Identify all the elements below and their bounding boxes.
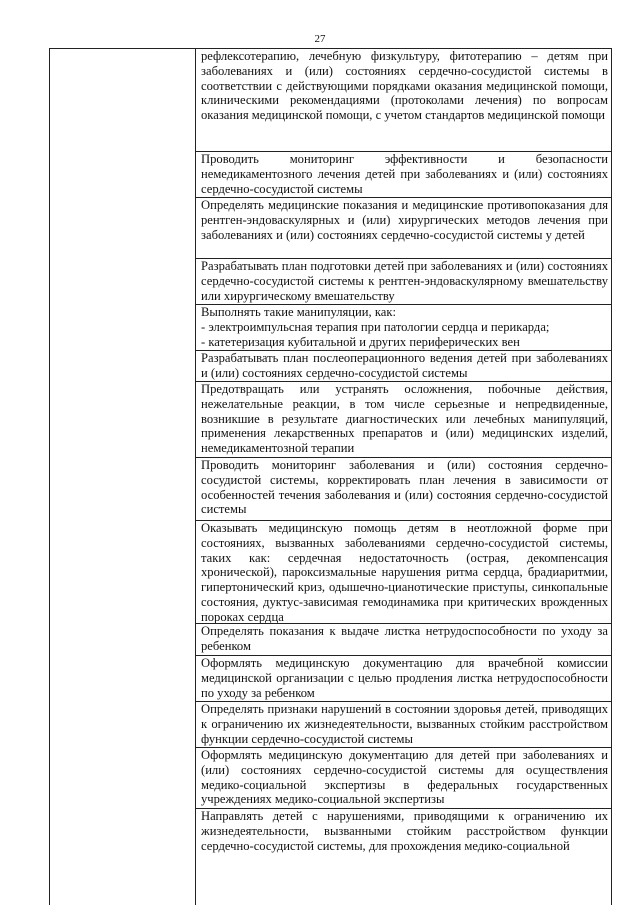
row-text: Определять медицинские показания и медицинские противопоказания для рентген-эндоваскулярных и (или) хирургических методов лечения при заболеваниях и (или) состояниях сердечно-сосудистой системы у детей [201,198,608,242]
table-row [196,702,611,748]
row-text: рефлексотерапию, лечебную физкультуру, фитотерапию – детям при заболеваниях и (или) состояниях сердечно-сосудистой системы в соответствии с действующими порядками оказания медицинской помощи, клиническими рекомендациями (протоколами лечения) по вопросам оказания медицинской помощи, с учетом стандартов медицинской помощи [201,49,608,123]
table-row [196,49,611,152]
row-text: Определять признаки нарушений в состоянии здоровья детей, приводящих к ограничению их жизнедеятельности, вызванных стойким расстройством функции сердечно-сосудистой системы [201,702,608,746]
table-row [196,259,611,305]
row-text: Оформлять медицинскую документацию для врачебной комиссии медицинской организации с целью продления листка нетрудоспособности по уходу за ребенком [201,656,608,700]
row-text: Оформлять медицинскую документацию для детей при заболеваниях и (или) состояниях сердечно-сосудистой системы для осуществления медико-социальной экспертизы в федеральных государственных учреждениях медико-социальной экспертизы [201,748,608,807]
competency-table [49,48,612,905]
table-row [196,809,611,869]
row-text: Проводить мониторинг заболевания и (или) состояния сердечно-сосудистой системы, корректировать план лечения в зависимости от особенностей течения заболевания и (или) состояния сердечно-сосудистой системы [201,458,608,517]
table-row [196,198,611,259]
row-text: Проводить мониторинг эффективности и безопасности немедикаментозного лечения детей при заболеваниях и (или) состояниях сердечно-сосудистой системы [201,152,608,196]
row-text: Выполнять такие манипуляции, как: - электроимпульсная терапия при патологии сердца и перикарда; - катетеризация кубитальной и других периферических вен [201,305,550,349]
row-text: Направлять детей с нарушениями, приводящими к ограничению их жизнедеятельности, вызванными стойким расстройством функции сердечно-сосудистой системы, для прохождения медико-социальной [201,809,608,853]
row-text: Оказывать медицинскую помощь детям в неотложной форме при состояниях, вызванных заболеваниями сердечно-сосудистой системы, таких как: сердечная недостаточность (острая, декомпенсация хронической), пароксизмальные нарушения ритма сердца, брадиаритмии, гипертонический криз, одышечно-цианотические приступы, синкопальные состояния, дуктус-зависимая гемодинамика при критических врожденных пороках сердца [201,521,608,624]
table-row [196,656,611,702]
table-right-column [196,49,611,869]
table-row [196,521,611,624]
table-row [196,305,611,351]
page-number: 27 [314,33,326,45]
row-text: Разрабатывать план послеоперационного ведения детей при заболеваниях и (или) состояниях сердечно-сосудистой системы [201,351,608,380]
table-row [196,748,611,809]
table-row [196,458,611,521]
table-row [196,152,611,198]
row-text: Предотвращать или устранять осложнения, побочные действия, нежелательные реакции, в том числе серьезные и непредвиденные, возникшие в результате диагностических или лечебных манипуляций, применения лекарственных препаратов и (или) медицинских изделий, немедикаментозной терапии [201,382,608,456]
table-row [196,351,611,382]
row-text: Определять показания к выдаче листка нетрудоспособности по уходу за ребенком [201,624,608,653]
row-text: Разрабатывать план подготовки детей при заболеваниях и (или) состояниях сердечно-сосудистой системы к рентген-эндоваскулярному вмешательству или хирургическому вмешательству [201,259,608,303]
table-row [196,624,611,656]
table-row [196,382,611,458]
table-left-column [50,49,196,905]
